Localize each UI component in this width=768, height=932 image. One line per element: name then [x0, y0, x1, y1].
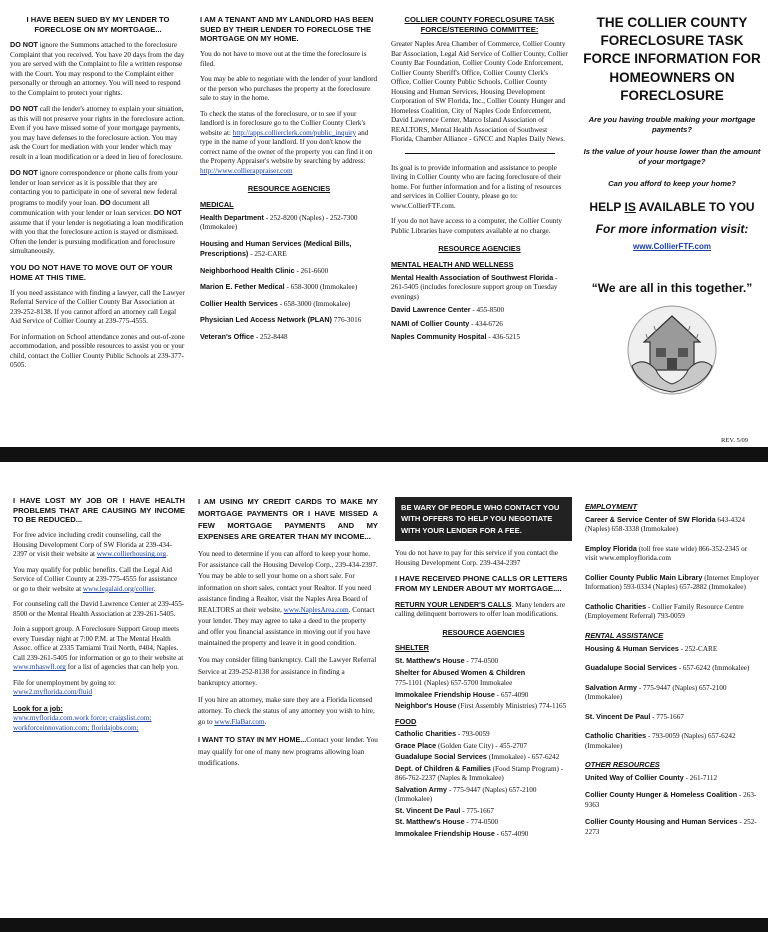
resource-entry [200, 282, 378, 293]
resource-entry [395, 752, 572, 763]
resource-detail: - 455-8500 [470, 306, 505, 315]
resource-detail: - 252-CARE [678, 644, 718, 653]
resource-entry [200, 315, 378, 326]
task-force-heading: COLLIER COUNTY FORECLOSURE TASK FORCE/STEERING COMMITTEE: [404, 15, 555, 34]
divider [405, 153, 555, 154]
resource-entry [585, 602, 761, 622]
task-force-column [391, 0, 568, 346]
resource-detail: (Internet Employer Information) 593-0334 (Naples) 657-2882 (Immokalee) [585, 573, 760, 592]
resource-name: Collier County Housing and Human Services [585, 817, 738, 827]
resource-detail: 776-3016 [331, 316, 362, 325]
rental-heading: RENTAL ASSISTANCE [585, 630, 664, 640]
resource-detail: 643-4324 (Naples) 658-3338 (Immokalee) [585, 515, 745, 534]
fluid-link[interactable]: www2.myflorida.com/fluid [13, 688, 93, 697]
resource-agencies-heading: RESOURCE AGENCIES [438, 244, 521, 254]
mental-health-heading: MENTAL HEALTH AND WELLNESS [391, 260, 514, 270]
return-calls-paragraph: RETURN YOUR LENDER'S CALLS. Many lenders are calling delinquent borrowers to offer loan modifications. [395, 599, 566, 619]
employment-heading: EMPLOYMENT [585, 502, 638, 511]
resource-entry [395, 656, 572, 667]
resource-detail: - 261-5405 (includes foreclosure support group on Tuesday evenings) [391, 273, 558, 301]
resource-detail: - 775-9447 (Naples) 657-2100 (Immokalee) [395, 785, 537, 804]
resource-entry [395, 690, 572, 701]
resource-entry [395, 668, 572, 679]
resource-entry [585, 712, 761, 723]
resource-entry [200, 332, 378, 343]
resource-name: St. Vincent De Paul [585, 711, 651, 721]
resource-agencies-heading: RESOURCE AGENCIES [442, 627, 525, 637]
resource-detail: (Food Stamp Program) - 866-762-2237 (Naples & Immokalee) [395, 764, 564, 783]
lender-calls-heading: I HAVE RECEIVED PHONE CALLS OR LETTERS FROM MY LENDER ABOUT MY MORTGAGE.... [395, 574, 568, 593]
task-force-members: Greater Naples Area Chamber of Commerce, Collier County Bar Association, Legal Aid Service of Collier County, Collier County Bar Foundation, Collier County Code Enforcement, Collier County Sheriff's Office, Collier County Clerk's Office, Collier County Public Schools, Collier County Housing and Human Services, Housing Development Corporation of SW Florida, Inc., Collier County Hunger and Homeless Coalition, City of Naples Code Enforcement, David Lawrence Center, Marco Island Association of REALTORS, Mental Health Association of Southwest Florida, Chamber Alliance - GNCC and Naples Daily News. [391, 40, 568, 144]
resource-detail: - 658-3000 (Immokalee) [284, 283, 358, 292]
resource-detail: - 793-0059 [456, 730, 490, 739]
rental-list [585, 644, 761, 752]
attorney-paragraph: DO NOT call the lender's attorney to explain your situation, as this will not preserve your rights in the foreclosure action. Even if you have missed some of your mortgage payments, you may have defenses to the foreclosure action. You may ask the Court for mediation with your lender which may result in a loan modification or a deed in lieu of foreclosure. [10, 104, 185, 161]
resource-entry [585, 817, 761, 837]
resource-detail: - 261-7112 [683, 773, 718, 782]
bankruptcy-paragraph: You may consider filing bankruptcy. Call the Lawyer Referral Service at 239-252-8138 for assistance in finding a bankruptcy attorney. [198, 656, 377, 687]
resource-name: Neighbor's House [395, 701, 457, 711]
resource-entry [395, 829, 572, 840]
lawyer-referral-paragraph: If you need assistance with finding a lawyer, call the Lawyer Referral Service of the Collier County Bar Association at 239-252-8138. If you cannot afford an attorney call Legal Aid Service of Collier County at 239-775-4555. [10, 288, 185, 326]
shelter-list [395, 656, 572, 712]
resource-entry [395, 741, 572, 752]
medical-list [200, 213, 378, 343]
tenant-column [200, 0, 378, 348]
resource-name: Housing & Human Services [585, 643, 679, 653]
resource-entry [200, 266, 378, 277]
resource-name: Catholic Charities [395, 729, 457, 739]
stay-in-home-paragraph: I WANT TO STAY IN MY HOME...Contact your lender. You may qualify for one of many new programs allowing loan modifications. [198, 735, 378, 767]
help-available: HELP IS AVAILABLE TO YOU [589, 200, 755, 215]
resource-entry [200, 239, 378, 260]
library-paragraph: If you do not have access to a computer, the Collier County Public Libraries have computers available at no charge. [391, 217, 562, 235]
resource-detail: (First Assembly Ministries) 774-1165 [456, 702, 567, 711]
resource-entry [395, 817, 572, 828]
employment-list [585, 515, 761, 622]
ftf-website-link[interactable]: www.CollierFTF.com [633, 242, 711, 252]
be-wary-banner: BE WARY OF PEOPLE WHO CONTACT YOU WITH OFFERS TO HELP YOU NEGOTIATE WITH YOUR LENDER FOR A FEE. [395, 497, 572, 541]
resource-entry [395, 679, 572, 689]
brochure-inside-panel [0, 462, 768, 920]
credit-cards-heading: I AM USING MY CREDIT CARDS TO MAKE MY MORTGAGE PAYMENTS OR I HAVE MISSED A FEW MORTGAGE PAYMENTS AND MY EXPENSES ARE GREATER THAN MY INCOME... [198, 497, 378, 542]
resource-entry [585, 573, 761, 593]
be-wary-column [395, 462, 572, 840]
question-3: Can you afford to keep your home? [608, 178, 736, 188]
afford-home-paragraph: You need to determine if you can afford to keep your home. For assistance call the Housing Develop Corp., 239-434-2397. You may be able to sell your home on a short sale. For information on short sales, contact your Realtor. If you need assistance finding a Realtor, visit the Naples Area Board of REALTORS at their website, www.NaplesArea.com. Contact your lender. They may agree to take a deed to the property and offer you financial assistance in moving out if you have maintained the property and leave it in good condition. [198, 550, 378, 648]
credit-counseling-paragraph: For free advice including credit counseling, call the Housing Development Corp of SW Florida at 239-434-2397 or visit their website at www.collierhousing.org. [13, 531, 172, 559]
flabar-link[interactable]: www.FlaBar.com [214, 718, 265, 727]
attorney-check-paragraph: If you hire an attorney, make sure they are a Florida licensed attorney. To check the status of any attorney you wish to hire, go to www.FlaBar.com. [198, 695, 375, 727]
resource-name: Mental Health Association of Southwest Florida [391, 272, 554, 282]
food-list [395, 729, 572, 839]
resource-entry [585, 544, 761, 564]
resource-detail: - 657-4090 [494, 829, 529, 838]
job-search-paragraph: Look for a job: www.myflorida.com.work force; craigslist.com; workforceinnovation.com; floridajobs.com; [13, 703, 152, 732]
bottom-band [0, 918, 768, 932]
resource-detail: - 775-1667 [460, 806, 494, 815]
other-resources-list [585, 773, 761, 838]
resource-name: Dept. of Children & Families [395, 763, 491, 773]
resource-name: Guadalupe Social Services [585, 663, 677, 673]
resource-detail: - 252-2273 [585, 818, 757, 836]
resource-entry [395, 701, 572, 712]
resource-name: Shelter for Abused Women & Children [395, 667, 526, 677]
resource-entry [200, 299, 378, 310]
sued-heading: I HAVE BEEN SUED BY MY LENDER TO FORECLOSE ON MY MORTGAGE... [26, 15, 170, 34]
shelter-heading: SHELTER [395, 643, 429, 653]
resource-name: Employ Florida [585, 543, 637, 553]
resource-detail: - 775-1667 [650, 712, 684, 721]
resource-name: Health Department [200, 212, 264, 222]
resource-name: Veteran's Office [200, 331, 255, 341]
resource-entry [395, 729, 572, 740]
resource-detail: 775-1101 (Naples) 657-5700 Immokalee [395, 679, 513, 688]
resource-detail: - 657-4090 [494, 690, 529, 699]
resource-name: Salvation Army [395, 784, 448, 794]
no-fee-paragraph: You do not have to pay for this service if you contact the Housing Development Corp. 239-434-2397 [395, 549, 558, 567]
resource-detail: - 774-0500 [464, 818, 499, 827]
medical-heading: MEDICAL [200, 199, 234, 209]
resource-entry [200, 213, 378, 233]
employment-column [585, 462, 761, 844]
resource-name: Guadalupe Social Services [395, 752, 487, 762]
tenant-paragraph-1: You do not have to move out at the time the foreclosure is filed. [200, 50, 367, 68]
resource-detail: - 252-8448 [254, 332, 288, 341]
mhaswfl-link[interactable]: www.mhaswfl.org [13, 663, 66, 672]
fold-band [0, 447, 768, 462]
collierhousing-link[interactable]: www.collierhousing.org [96, 550, 167, 559]
resource-detail: - 774-0500 [464, 657, 499, 666]
resource-entry [395, 785, 572, 805]
resource-entry [585, 790, 761, 810]
resource-name: Grace Place [395, 740, 437, 750]
lost-job-column [13, 462, 185, 739]
resource-name: Career & Service Center of SW Florida [585, 514, 716, 524]
appraiser-link[interactable]: http://www.collierappraiser.com [200, 166, 293, 175]
mental-health-list [391, 273, 568, 343]
resource-detail: - 434-6726 [469, 319, 503, 328]
resource-entry [395, 806, 572, 817]
resource-name: Marion E. Fether Medical [200, 282, 285, 292]
resource-entry [585, 773, 761, 784]
job-links[interactable]: www.myflorida.com.work force; craigslist.com; workforceinnovation.com; floridajobs.com; [13, 714, 152, 732]
lost-job-heading: I HAVE LOST MY JOB OR I HAVE HEALTH PROBLEMS THAT ARE CAUSING MY INCOME TO BE REDUCED... [13, 496, 185, 525]
resource-entry [391, 332, 568, 343]
resource-detail: - 657-6242 (Immokalee) [676, 664, 750, 673]
resource-entry [585, 663, 761, 674]
sued-by-lender-column [10, 0, 186, 377]
schools-paragraph: For information on School attendance zones and out-of-zone accommodation, and possible resources to assist you or your child, contact the Collier County Public Schools at 239-377-0505. [10, 332, 185, 370]
resource-entry [585, 644, 761, 655]
resource-detail: - 436-5215 [486, 333, 520, 342]
cover-panel [583, 0, 761, 396]
credit-cards-column [198, 462, 378, 775]
resource-name: Catholic Charities [585, 731, 647, 741]
resource-detail: - 793-0059 (Naples) 657-6242 (Immokalee) [585, 732, 736, 750]
resource-name: Catholic Charities [585, 601, 647, 611]
resource-name: Salvation Army [585, 682, 638, 692]
resource-name: NAMI of Collier County [391, 318, 470, 328]
resource-name: St. Matthew's House [395, 817, 465, 827]
resource-detail: - 263-9363 [585, 791, 757, 809]
resource-entry [585, 515, 761, 535]
support-group-paragraph: Join a support group. A Foreclosure Support Group meets every Tuesday night at 7:00 P.M. at The Mental Health Assoc. office at 2335 Tamiami Trail North, #404, Naples. Call 239-261-5405 for information or go to their website at www.mhaswfl.org for a list of agencies that can help you. [13, 625, 184, 672]
house-in-hands-illustration [626, 304, 718, 396]
question-2: Is the value of your house lower than the amount of your mortgage? [583, 146, 761, 166]
resource-name: Neighborhood Health Clinic [200, 265, 295, 275]
resource-name: Immokalee Friendship House [395, 828, 495, 838]
unemployment-paragraph: File for unemployment by going to: www2.myflorida.com/fluid [13, 678, 116, 697]
question-1: Are you having trouble making your mortgage payments? [588, 115, 756, 134]
resource-entry [391, 273, 568, 303]
resource-detail: (Golden Gate City) - 455-2707 [436, 741, 527, 750]
resource-name: Immokalee Friendship House [395, 689, 495, 699]
resource-entry [391, 319, 568, 330]
brochure-outside-panel [0, 0, 768, 447]
food-heading: FOOD [395, 716, 417, 726]
resource-entry [585, 731, 761, 751]
resource-name: United Way of Collier County [585, 772, 684, 782]
resource-name: Naples Community Hospital [391, 332, 487, 342]
resource-detail: - 252-8200 (Naples) - 252-7300 (Immokalee) [200, 213, 358, 232]
summons-paragraph: DO NOT ignore the Summons attached to the foreclosure Complaint that you received. You have 20 days from the day you are served with the Complaint to file a written response with the Court. You may respond to the Complaint either personally or through an attorney. You will need to respond to the Complaint to protect your rights. [10, 40, 185, 97]
revision-label: REV. 5/09 [721, 437, 748, 444]
resource-name: Housing and Human Services (Medical Bills, Prescriptions) [200, 238, 352, 259]
goal-paragraph: Its goal is to provide information and assistance to people living in Collier County who are facing foreclosure of their home. For further information and for a listing of resources and services in Collier County, please go to: www.CollierFTF.com. [391, 163, 562, 210]
resource-name: Physician Led Access Network (PLAN) [200, 315, 332, 325]
resource-name: Collier Health Services [200, 298, 278, 308]
resource-detail: - Collier Family Resource Centre (Employement Referral) 793-0059 [585, 602, 744, 621]
resource-name: Collier County Public Main Library [585, 572, 703, 582]
tenant-paragraph-3: To check the status of the foreclosure, or to see if your landlord is in foreclosure go to the Collier County Clerk's website at: http://apps.collierclerk.com/public_inquiry and type in the name of your landlord. If you don't know the correct name of the owner of the property you can find it on the Property Appraiser's website by searching by address: http://www.collierappraiser.com [200, 109, 373, 175]
do-not-move-notice: YOU DO NOT HAVE TO MOVE OUT OF YOUR HOME AT THIS TIME. [10, 262, 173, 282]
other-resources-heading: OTHER RESOURCES [585, 760, 660, 770]
resource-name: St. Matthew's House [395, 656, 465, 666]
more-info-text: For more information visit: [595, 222, 749, 237]
resource-agencies-heading: RESOURCE AGENCIES [247, 184, 331, 194]
resource-detail: - 261-6600 [294, 266, 329, 275]
resource-name: Collier County Hunger & Homeless Coalition [585, 790, 738, 800]
resource-detail: - 252-CARE [248, 250, 287, 259]
resource-entry [585, 683, 761, 703]
resource-entry [395, 764, 572, 784]
clerk-inquiry-link[interactable]: http://apps.collierclerk.com/public_inquiry [232, 128, 357, 137]
resource-name: St. Vincent De Paul [395, 805, 461, 815]
tenant-paragraph-2: You may be able to negotiate with the lender of your landlord or the person who purchases the property at the foreclosure sale to stay in the home. [200, 75, 378, 103]
resource-detail: - 775-9447 (Naples) 657-2100 (Immokalee) [585, 683, 727, 702]
resource-detail: (Immokalee) - 657-6242 [486, 753, 560, 762]
public-benefits-paragraph: You may qualify for public benefits. Call the Legal Aid Service of Collier County at 239-775-4555 for assistance or go to their website at www.legalaid.org/collier. [13, 565, 178, 593]
resource-entry [391, 305, 568, 316]
cover-title: THE COLLIER COUNTY FORECLOSURE TASK FORCE INFORMATION FOR HOMEOWNERS ON FORECLOSURE [583, 15, 761, 103]
counseling-paragraph: For counseling call the David Lawrence Center at 239-455-8500 or the Mental Health Association at 239-261-5405. [13, 600, 185, 618]
resource-detail: (toll free state wide) 866-352-2345 or visit www.employflorida.com [585, 544, 748, 563]
slogan: “We are all in this together.” [591, 280, 753, 295]
correspondence-paragraph: DO NOT ignore correspondence or phone calls from your lender or loan servicer as it is possible that they are contacting you to participate in one of several new federal programs to modify your loan. DO document all communication with your lender or loan servicer. DO NOT assume that if your lender is negotiating a loan modification with you that the foreclosure action is stayed or dismissed. Often the lender is pursuing modification and foreclosure simultaneously. [10, 168, 184, 256]
naplesarea-link[interactable]: www.NaplesArea.com [283, 605, 349, 614]
tenant-heading: I AM A TENANT AND MY LANDLORD HAS BEEN SUED BY THEIR LENDER TO FORECLOSE THE MORTGAGE ON MY HOME. [200, 15, 374, 44]
resource-detail: - 658-3000 (Immokalee) [277, 299, 351, 308]
resource-name: David Lawrence Center [391, 305, 471, 315]
legalaid-link[interactable]: www.legalaid.org/collier [82, 584, 154, 593]
